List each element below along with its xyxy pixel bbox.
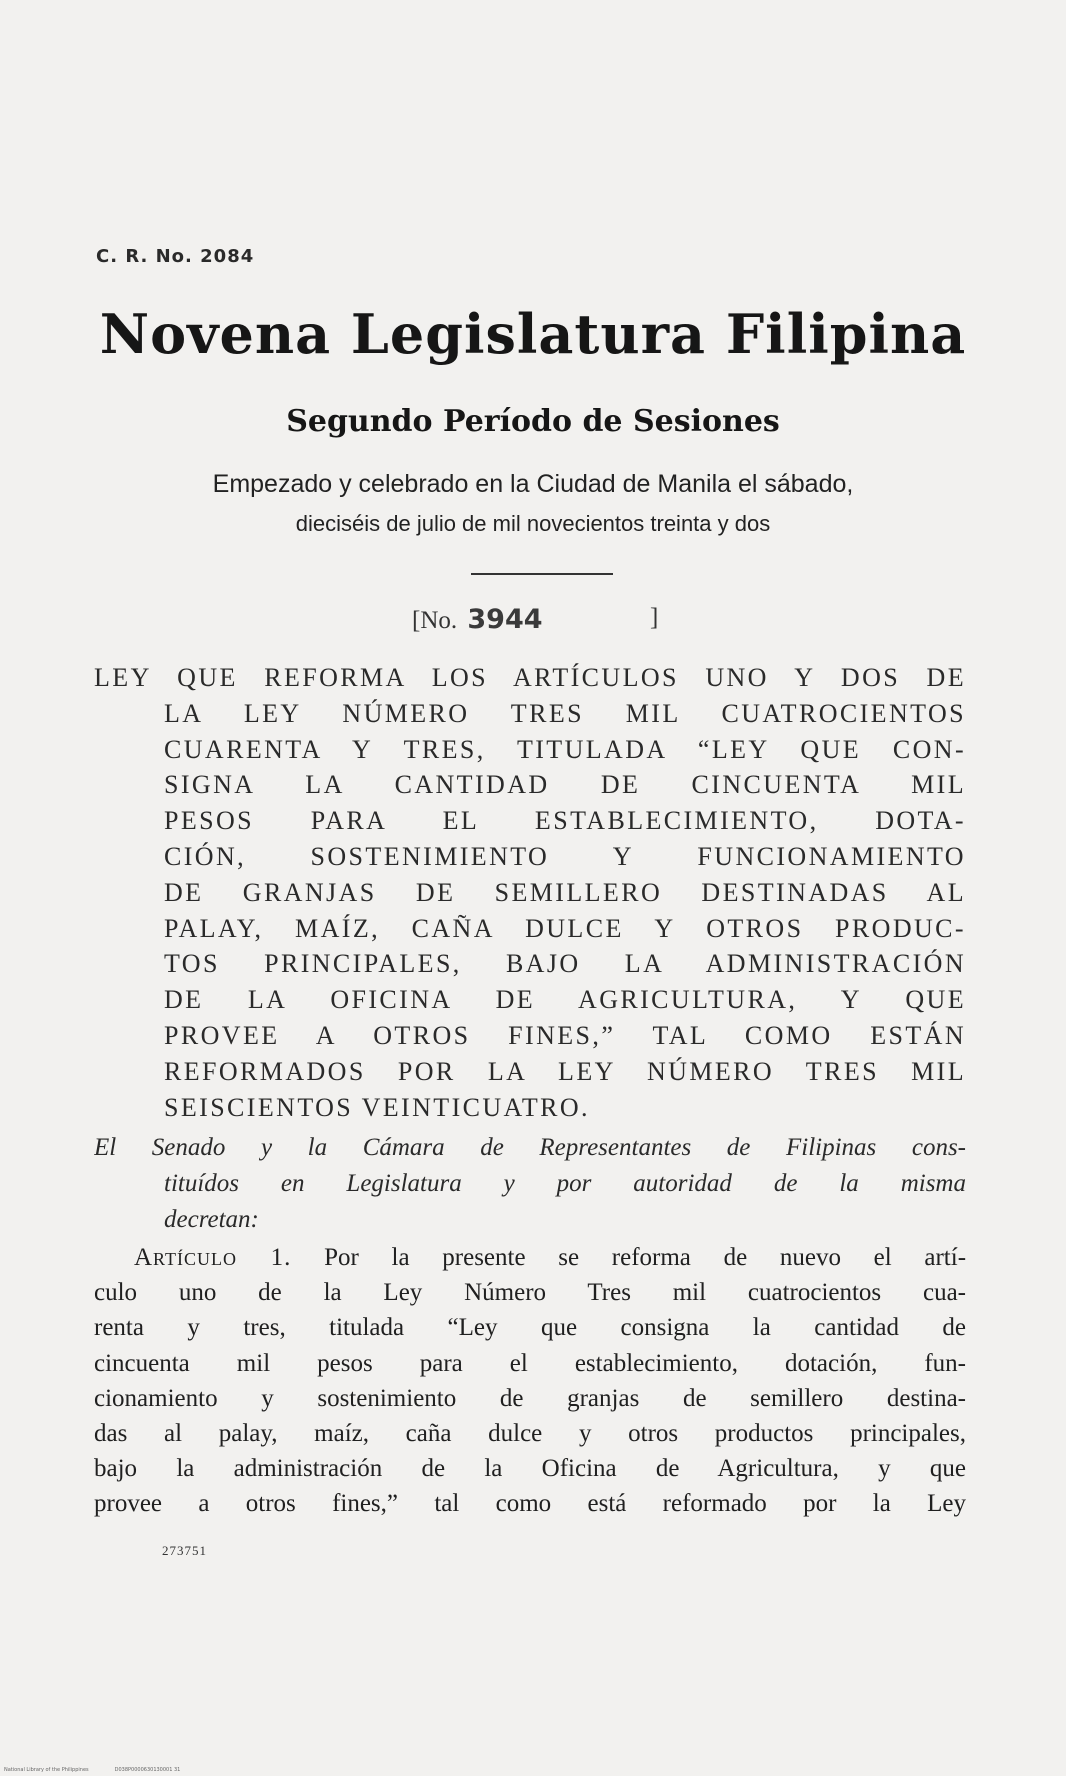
title-divider (471, 573, 613, 575)
enacting-clause-line: El Senado y la Cámara de Representantes de Filipinas cons- (94, 1134, 966, 1161)
act-title-line: LEY QUE REFORMA LOS ARTÍCULOS UNO Y DOS DE (94, 663, 966, 692)
bill-number (412, 604, 659, 635)
act-title-line: DE LA OFICINA DE AGRICULTURA, Y QUE (164, 985, 966, 1015)
act-title-line: PROVEE A OTROS FINES,” TAL COMO ESTÁN (164, 1020, 966, 1050)
article-line: culo uno de la Ley Número Tres mil cuatrocientos cua- (94, 1279, 966, 1307)
article-line (94, 1240, 966, 1275)
enacting-clause-line: decretan: (164, 1206, 259, 1233)
session-date-line-2: dieciséis de julio de mil novecientos treinta y dos (295, 511, 771, 536)
session-date-line-1: Empezado y celebrado en la Ciudad de Manila el sábado, (212, 470, 854, 498)
act-title-line: CIÓN, SOSTENIMIENTO Y FUNCIONAMIENTO (164, 841, 966, 871)
act-title-line: DE GRANJAS DE SEMILLERO DESTINADAS AL (164, 877, 966, 907)
act-title-line: SEISCIENTOS VEINTICUATRO. (164, 1092, 590, 1122)
scan-footer (0, 1764, 1066, 1776)
act-title-line: SIGNA LA CANTIDAD DE CINCUENTA MIL (164, 770, 966, 800)
enacting-clause-line: tituídos en Legislatura y por autoridad de la misma (164, 1170, 966, 1197)
bill-number-value: 3944 (467, 604, 543, 635)
bill-number-prefix: [No. (412, 607, 458, 634)
article-line: cincuenta mil pesos para el establecimiento, dotación, fun- (94, 1349, 966, 1377)
article-line: provee a otros fines,” tal como está reformado por la Ley (94, 1490, 966, 1518)
article-line: cionamiento y sostenimiento de granjas de semillero destina- (94, 1384, 966, 1412)
footer-library: National Library of the Philippines (4, 1767, 89, 1773)
act-title-line: TOS PRINCIPALES, BAJO LA ADMINISTRACIÓN (164, 949, 966, 979)
act-title-line: REFORMADOS POR LA LEY NÚMERO TRES MIL (164, 1056, 966, 1086)
act-title-line: LA LEY NÚMERO TRES MIL CUATROCIENTOS (164, 698, 966, 728)
footer-code: D038P0000630130001 31 (114, 1767, 181, 1773)
bill-number-suffix: ] (650, 604, 659, 631)
article-line: renta y tres, titulada “Ley que consigna la cantidad de (94, 1314, 966, 1342)
act-title-line: CUARENTA Y TRES, TITULADA “LEY QUE CON- (164, 734, 966, 764)
article-heading: Artículo 1. (134, 1244, 292, 1271)
act-title (94, 660, 966, 1125)
cr-number: C. R. No. 2084 (96, 246, 255, 267)
article-line: das al palay, maíz, caña dulce y otros productos principales, (94, 1419, 966, 1447)
article-line-text: Por la presente se reforma de nuevo el artí- (324, 1244, 966, 1271)
act-title-line: PALAY, MAÍZ, CAÑA DULCE Y OTROS PRODUC- (164, 913, 966, 943)
article-line: bajo la administración de la Oficina de Agricultura, y que (94, 1455, 966, 1483)
printer-code: 273751 (162, 1543, 207, 1558)
enacting-clause (94, 1130, 966, 1238)
act-title-line: PESOS PARA EL ESTABLECIMIENTO, DOTA- (164, 806, 966, 836)
legislature-title: Novena Legislatura Filipina (99, 302, 967, 366)
article-1 (94, 1240, 966, 1522)
session-title: Segundo Período de Sesiones (286, 404, 780, 439)
